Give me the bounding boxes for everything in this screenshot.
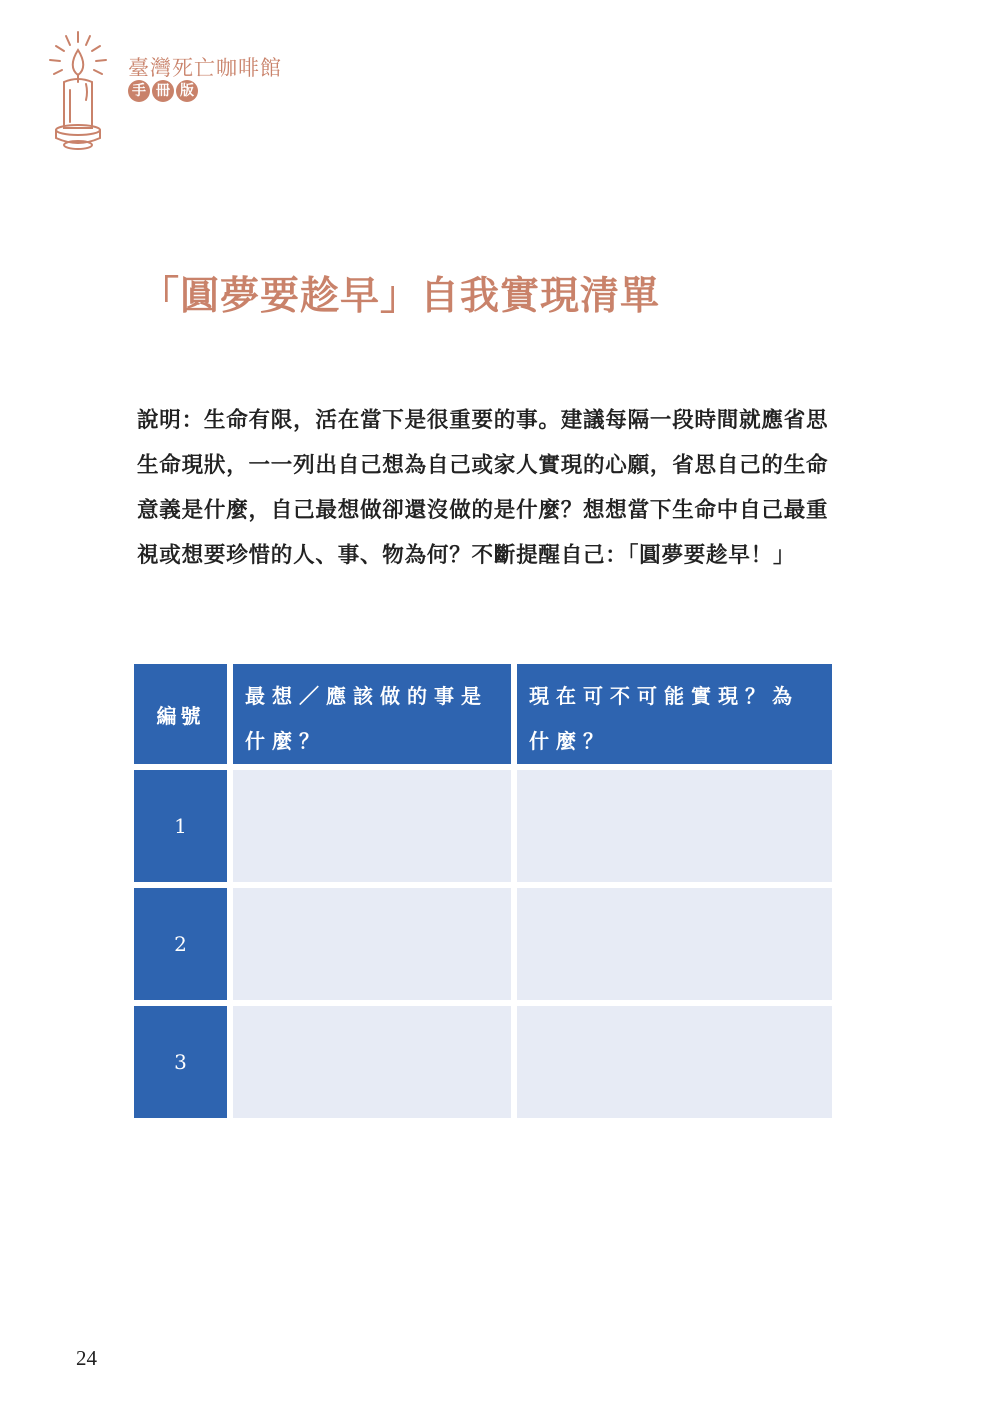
edition-char: 冊 — [152, 80, 174, 102]
table-row — [134, 770, 832, 882]
description-text: 說明：生命有限，活在當下是很重要的事。建議每隔一段時間就應省思生命現狀，一一列出自己想為自己或家人實現的心願，省思自己的生命意義是什麼，自己最想做卻還沒做的是什麼？想想當下生命中自己最重視或想要珍惜的人、事、物為何？不斷提醒自己：「圓夢要趁早！」 — [137, 408, 829, 568]
possibility-cell[interactable] — [517, 888, 832, 1000]
wish-list-table — [134, 664, 832, 1124]
edition-badge — [128, 80, 198, 106]
row-number: 2 — [134, 888, 227, 1000]
row-number: 1 — [134, 770, 227, 882]
candle-icon — [40, 30, 120, 155]
header-what-to-do: 最想／應該做的事是什麼？ — [233, 664, 511, 764]
wish-cell[interactable] — [233, 770, 511, 882]
table-row — [134, 1006, 832, 1118]
book-title: 臺灣死亡咖啡館 — [128, 56, 282, 80]
row-number: 3 — [134, 1006, 227, 1118]
table-header-row — [134, 664, 832, 764]
possibility-cell[interactable] — [517, 1006, 832, 1118]
page-title: 「圓夢要趁早」自我實現清單 — [140, 274, 661, 319]
page-number: 24 — [76, 1346, 97, 1370]
edition-char: 版 — [176, 80, 198, 102]
wish-cell[interactable] — [233, 888, 511, 1000]
possibility-cell[interactable] — [517, 770, 832, 882]
header-number: 編號 — [134, 664, 227, 764]
wish-cell[interactable] — [233, 1006, 511, 1118]
table-row — [134, 888, 832, 1000]
book-header — [40, 30, 340, 160]
header-possible: 現在可不可能實現？為什麼？ — [517, 664, 832, 764]
edition-char: 手 — [128, 80, 150, 102]
